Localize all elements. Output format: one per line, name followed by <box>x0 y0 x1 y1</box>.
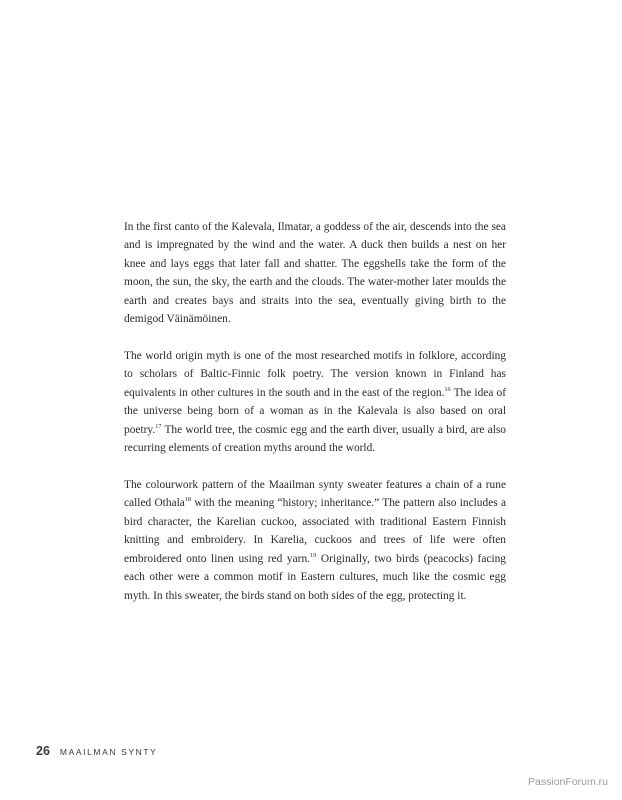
paragraph-text: The idea of the universe being born of a woman as in the Kalevala is also based on oral poetry. <box>124 386 506 436</box>
paragraph-text: Originally, two birds (peacocks) facing each other were a common motif in Eastern cultures, much like the cosmic egg myth. In this sweater, the birds stand on both sides of the egg, protecting it. <box>124 552 506 602</box>
footnote-reference: 19 <box>310 551 317 559</box>
running-title: MAAILMAN SYNTY <box>59 747 158 757</box>
footnote-reference: 18 <box>184 496 192 504</box>
paragraph-text: The world origin myth is one of the most researched motifs in folklore, according to scholars of Baltic-Finnic folk poetry. The version known in Finland has equivalents in other cultures in the south and in the east of the region. <box>124 350 506 399</box>
paragraph-text: with the meaning “history; inheritance.” The pattern also includes a bird character, the Karelian cuckoo, associated with traditional Eastern Finnish knitting and embroidery. In Karelia, cuckoos and trees of life were often embroidered onto linen using red yarn. <box>124 497 507 565</box>
watermark: PassionForum.ru <box>528 776 608 788</box>
page-number: 26 <box>36 744 50 758</box>
paragraph <box>124 476 506 605</box>
paragraph <box>124 218 506 328</box>
paragraph-text: The world tree, the cosmic egg and the earth diver, usually a bird, are also recurring elements of creation myths around the world. <box>124 423 506 455</box>
paragraph <box>124 347 506 457</box>
paragraph-text: The colourwork pattern of the Maailman synty sweater features a chain of a rune called Othala <box>124 479 506 510</box>
paragraph-text: In the first canto of the Kalevala, Ilmatar, a goddess of the air, descends into the sea and is impregnated by the wind and the water. A duck then builds a nest on her knee and lays eggs that later fall and shatter. The eggshells take the form of the moon, the sun, the sky, the earth and the clouds. The water-mother later moulds the earth and creates bays and straits into the sea, eventually giving birth to the demigod Väinämöinen. <box>124 221 506 326</box>
body-text <box>124 218 506 624</box>
footnote-reference: 16 <box>444 386 451 394</box>
page-footer <box>36 744 157 758</box>
footnote-reference: 17 <box>155 422 162 430</box>
